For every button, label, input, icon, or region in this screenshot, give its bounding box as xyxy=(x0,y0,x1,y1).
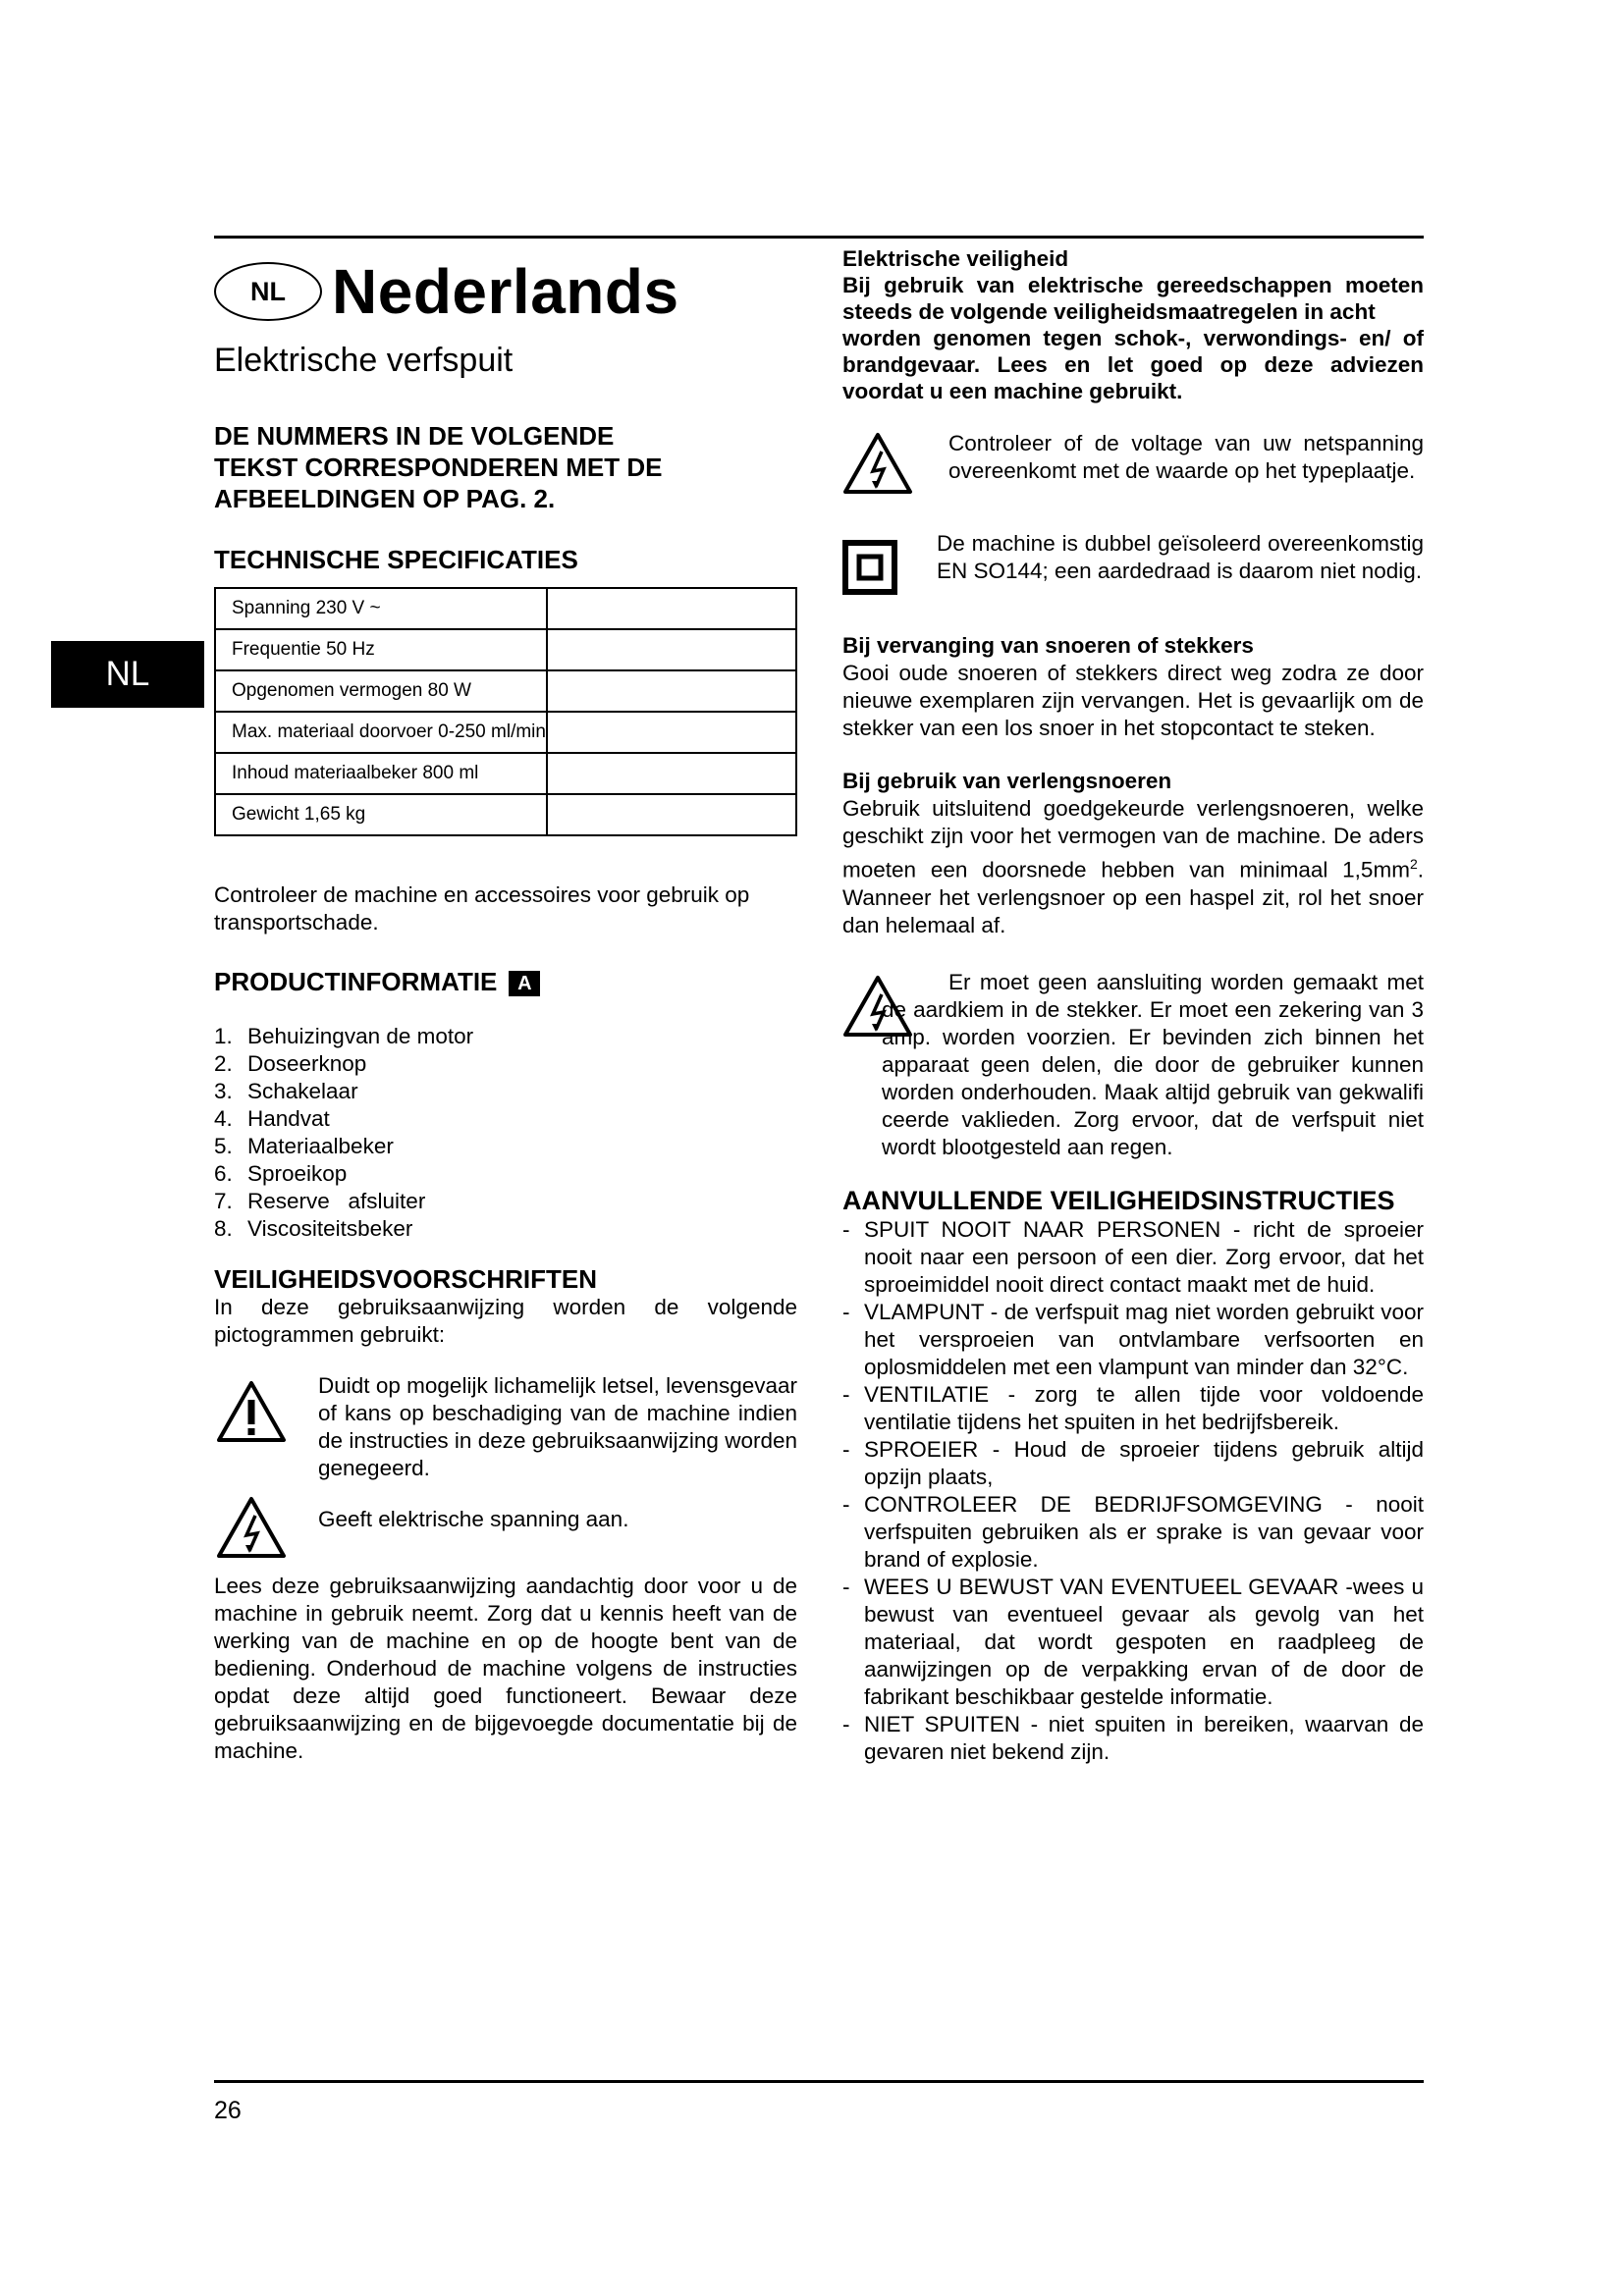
general-warning-text: Duidt op mogelijk lichamelijk letsel, levensgevaar of kans op beschadiging van de machine indien de instructies in deze gebruiksaanwijzing worden genegeerd. xyxy=(318,1373,797,1480)
list-item: - WEES U BEWUST VAN EVENTUEEL GEVAAR -wees u bewust van eventueel gevaar als gevolg van het materiaal, dat wordt gespoten en raadpleeg de aanwijzingen op de verpakking ervan of de door de fabrikant beschikbaar gestelde informatie. xyxy=(842,1574,1424,1709)
spec-value-cell xyxy=(547,794,796,835)
spec-value-cell xyxy=(547,629,796,670)
item-label: Schakelaar xyxy=(247,1079,358,1103)
spec-cell: Opgenomen vermogen 80 W xyxy=(215,670,547,712)
double-insulation-text: De machine is dubbel geïsoleerd overeenkomstig EN SO144; een aardedraad is daarom niet nodig. xyxy=(937,531,1424,583)
earth-warning-text: Er moet geen aansluiting worden gemaakt met de aardkiem in de stekker. Er moet een zekering van 3 amp. worden voorzien. Er bevinden zich binnen het apparaat geen delen, die door de gebruiker kunnen worden onderhouden. Maak altijd gebruik van gekwalifi ceerde vaklieden. Zorg ervoor, dat de verfspuit niet wordt blootgesteld aan regen. xyxy=(882,969,1424,1159)
list-item xyxy=(214,1023,797,1050)
list-item-text: SPROEIER - Houd de sproeier tijdens gebruik altijd opzijn plaats, xyxy=(864,1436,1424,1489)
safety-heading: VEILIGHEIDSVOORSCHRIFTEN xyxy=(214,1264,598,1294)
electric-hazard-icon xyxy=(842,432,913,495)
extension-heading: Bij gebruik van verlengsnoeren xyxy=(842,769,1172,793)
item-number: 8. xyxy=(214,1216,233,1241)
electrical-safety-intro: Bij gebruik van elektrische gereedschappen moeten steeds de volgende veiligheidsmaatregelen in acht xyxy=(842,273,1424,324)
table-row xyxy=(215,794,796,835)
item-number: 7. xyxy=(214,1189,233,1213)
list-item xyxy=(214,1133,797,1160)
extension-text-a: Gebruik uitsluitend goedgekeurde verlengsnoeren, welke geschikt zijn voor het vermogen van de machine. De aders moeten een doorsnede hebben van minimaal 1,5mm xyxy=(842,796,1424,882)
item-label: Behuizingvan de motor xyxy=(247,1024,474,1048)
electrical-safety-intro-cont: worden genomen tegen schok-, verwondings- en/ of brandgevaar. Lees en let goed op deze adviezen voordat u een machine gebruikt. xyxy=(842,326,1424,403)
language-side-tab: NL xyxy=(51,641,204,708)
page-reference-notice xyxy=(214,420,797,514)
list-item: - SPROEIER - Houd de sproeier tijdens gebruik altijd opzijn plaats, xyxy=(842,1436,1424,1489)
bottom-rule xyxy=(214,2080,1424,2083)
table-row xyxy=(215,670,796,712)
spec-value-cell xyxy=(547,753,796,794)
electric-warning-block xyxy=(214,1496,797,1561)
list-item xyxy=(214,1188,797,1215)
list-item: - VLAMPUNT - de verfspuit mag niet worden gebruikt voor het versproeien van ontvlambare verfsoorten en oplosmiddelen met een vlampunt van minder dan 32°C. xyxy=(842,1299,1424,1379)
table-row xyxy=(215,588,796,629)
table-row xyxy=(215,712,796,753)
spec-cell: Inhoud materiaalbeker 800 ml xyxy=(215,753,547,794)
double-insulation-block xyxy=(842,530,1424,613)
spec-value-cell xyxy=(547,588,796,629)
item-label: Viscositeitsbeker xyxy=(247,1216,413,1241)
list-item-text: WEES U BEWUST VAN EVENTUEEL GEVAAR -wees u bewust van eventueel gevaar als gevolg van het materiaal, dat wordt gespoten en raadpleeg de aanwijzingen op de verpakking ervan of de door de fabrikant beschikbaar gestelde informatie. xyxy=(864,1574,1424,1709)
transport-check-text: Controleer de machine en accessoires voor gebruik op transportschade. xyxy=(214,882,750,934)
item-label: Doseerknop xyxy=(247,1051,367,1076)
language-header xyxy=(214,251,797,332)
table-row xyxy=(215,753,796,794)
list-item: - CONTROLEER DE BEDRIJFSOMGEVING - nooit verfspuiten gebruiken als er sprake is van gevaar voor brand of explosie. xyxy=(842,1491,1424,1572)
product-info-title: PRODUCTINFORMATIE xyxy=(214,967,498,996)
electric-hazard-icon xyxy=(842,975,913,1038)
list-item-text: NIET SPUITEN - niet spuiten in bereiken, waarvan de gevaren niet bekend zijn. xyxy=(864,1711,1424,1764)
item-label: Sproeikop xyxy=(247,1161,348,1186)
list-item-text: CONTROLEER DE BEDRIJFSOMGEVING - nooit verfspuiten gebruiken als er sprake is van gevaar voor brand of explosie. xyxy=(864,1491,1424,1572)
document-subtitle: Elektrische verfspuit xyxy=(214,342,514,379)
additional-safety-list xyxy=(842,1216,1424,1766)
language-title: Nederlands xyxy=(332,256,679,327)
voltage-warning-block xyxy=(842,430,1424,514)
notice-line: AFBEELDINGEN OP PAG. 2. xyxy=(214,484,556,513)
cords-heading: Bij vervanging van snoeren of stekkers xyxy=(842,633,1254,658)
electric-warning-text: Geeft elektrische spanning aan. xyxy=(318,1507,629,1531)
list-item xyxy=(214,1160,797,1188)
list-item xyxy=(214,1078,797,1105)
electric-hazard-icon xyxy=(216,1496,287,1559)
item-number: 6. xyxy=(214,1161,233,1186)
specs-heading: TECHNISCHE SPECIFICATIES xyxy=(214,545,578,574)
list-item-text: SPUIT NOOIT NAAR PERSONEN - richt de sproeier nooit naar een persoon of een dier. Zorg ervoor, dat het sproeimiddel nooit direct contact maakt met de huid. xyxy=(864,1216,1424,1297)
page-number: 26 xyxy=(214,2097,242,2124)
warning-triangle-icon xyxy=(216,1380,287,1443)
right-column xyxy=(842,245,1424,1766)
double-insulation-icon xyxy=(842,540,897,595)
notice-line: TEKST CORRESPONDEREN MET DE xyxy=(214,453,663,482)
spec-cell: Gewicht 1,65 kg xyxy=(215,794,547,835)
notice-line: DE NUMMERS IN DE VOLGENDE xyxy=(214,421,615,451)
item-number: 2. xyxy=(214,1051,233,1076)
language-code-badge: NL xyxy=(214,262,322,321)
list-item-text: VENTILATIE - zorg te allen tijde voor voldoende ventilatie tijdens het spuiten in het bedrijfsbereik. xyxy=(864,1381,1424,1434)
item-number: 4. xyxy=(214,1106,233,1131)
extension-sup: 2 xyxy=(1409,856,1418,872)
product-info-heading xyxy=(214,966,797,997)
electrical-safety-heading: Elektrische veiligheid xyxy=(842,246,1069,271)
top-rule xyxy=(214,236,1424,239)
list-item: - NIET SPUITEN - niet spuiten in bereiken, waarvan de gevaren niet bekend zijn. xyxy=(842,1711,1424,1764)
spec-value-cell xyxy=(547,670,796,712)
list-item: - VENTILATIE - zorg te allen tijde voor voldoende ventilatie tijdens het spuiten in het bedrijfsbereik. xyxy=(842,1381,1424,1434)
list-item xyxy=(214,1050,797,1078)
item-number: 5. xyxy=(214,1134,233,1158)
voltage-check-text: Controleer of de voltage van uw netspanning overeenkomt met de waarde op het typeplaatje. xyxy=(948,431,1424,483)
spec-cell: Spanning 230 V ~ xyxy=(215,588,547,629)
left-column xyxy=(214,245,797,1765)
extension-text-b: . Wanneer het verlengsnoer op een haspel zit, rol het snoer dan helemaal af. xyxy=(842,857,1424,937)
item-number: 3. xyxy=(214,1079,233,1103)
general-warning-block xyxy=(214,1372,797,1482)
safety-intro: In deze gebruiksaanwijzing worden de volgende pictogrammen gebruikt: xyxy=(214,1295,797,1347)
read-manual-text: Lees deze gebruiksaanwijzing aandachtig door voor u de machine in gebruik neemt. Zorg dat u kennis heeft van de werking van de machine en op de hoogte bent van de bediening. Onderhoud de machine volgens de instructies opdat deze altijd goed functioneert. Bewaar deze gebruiksaanwijzing en de bijgevoegde documentatie bij de machine. xyxy=(214,1574,797,1763)
list-item xyxy=(214,1105,797,1133)
extension-text xyxy=(842,795,1424,939)
earth-warning-block xyxy=(842,969,1424,1161)
item-number: 1. xyxy=(214,1024,233,1048)
parts-list xyxy=(214,1023,797,1243)
cords-text: Gooi oude snoeren of stekkers direct weg zodra ze door nieuwe exemplaren zijn vervangen. Het is gevaarlijk om de stekker van een los snoer in het stopcontact te steken. xyxy=(842,661,1424,740)
item-label: Handvat xyxy=(247,1106,330,1131)
additional-safety-heading: AANVULLENDE VEILIGHEIDSINSTRUCTIES xyxy=(842,1185,1395,1215)
spec-cell: Max. materiaal doorvoer 0-250 ml/min xyxy=(215,712,547,753)
spec-cell: Frequentie 50 Hz xyxy=(215,629,547,670)
item-label: Reserve afsluiter xyxy=(247,1189,426,1213)
item-label: Materiaalbeker xyxy=(247,1134,394,1158)
list-item: - SPUIT NOOIT NAAR PERSONEN - richt de sproeier nooit naar een persoon of een dier. Zorg ervoor, dat het sproeimiddel nooit direct contact maakt met de huid. xyxy=(842,1216,1424,1297)
list-item-text: VLAMPUNT - de verfspuit mag niet worden gebruikt voor het versproeien van ontvlambare verfsoorten en oplosmiddelen met een vlampunt van minder dan 32°C. xyxy=(864,1299,1424,1379)
specs-table xyxy=(214,587,797,836)
table-row xyxy=(215,629,796,670)
figure-badge: A xyxy=(509,971,540,996)
spec-value-cell xyxy=(547,712,796,753)
list-item xyxy=(214,1215,797,1243)
